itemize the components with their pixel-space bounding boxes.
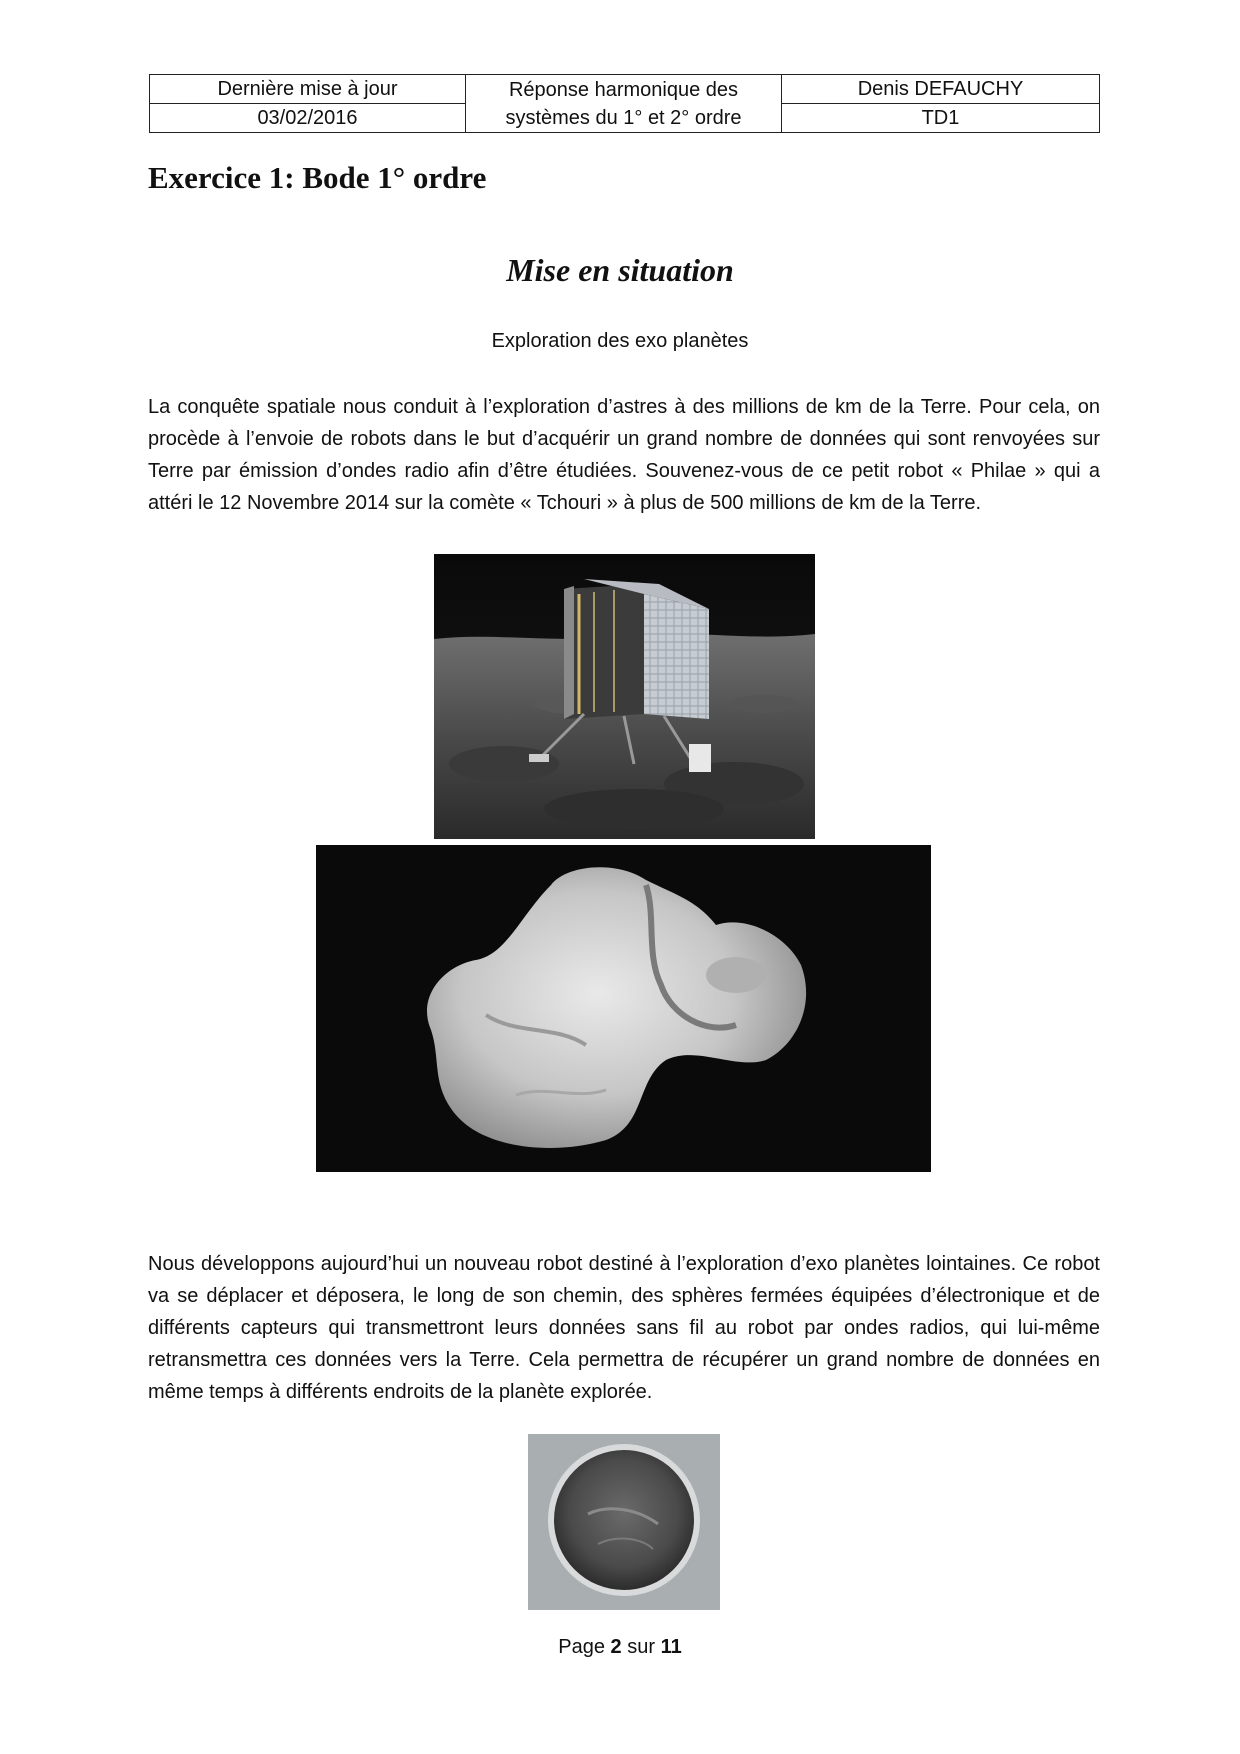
page-footer [0,1636,1240,1659]
footer-prefix: Page [558,1636,605,1658]
course-title-line2: systèmes du 1° et 2° ordre [505,106,742,129]
robot-paragraph: Nous développons aujourd’hui un nouveau robot destiné à l’exploration d’exo planètes lointaines. Ce robot va se déplacer et déposera, le long de son chemin, des sphères fermées équipées d’électronique et de différents capteurs qui transmettront leurs données sans fil au robot par ondes radios, qui lui-même retransmettra ces données vers la Terre. Cela permettra de récupérer un grand nombre de données en même temps à différents endroits de la planète explorée. [148,1253,1100,1403]
footer-middle: sur [627,1636,656,1658]
update-date: 03/02/2016 [150,104,466,133]
philae-lander-photo [434,554,815,839]
exercise-title: Exercice 1: Bode 1° ordre [148,160,487,195]
author-name: Denis DEFAUCHY [782,75,1100,104]
comet-photo [316,845,931,1172]
course-title [466,75,782,133]
doc-code: TD1 [782,104,1100,133]
sensor-sphere-photo [528,1434,720,1610]
footer-current-page: 2 [610,1636,622,1658]
section-title: Mise en situation [506,252,734,288]
course-title-line1: Réponse harmonique des [508,78,739,101]
last-update-label: Dernière mise à jour [150,75,466,104]
intro-paragraph: La conquête spatiale nous conduit à l’exploration d’astres à des millions de km de la Terre. Pour cela, on procède à l’envoie de robots dans le but d’acquérir un grand nombre de données qui sont renvoyées sur Terre par émission d’ondes radio afin d’être étudiées. Souvenez-vous de ce petit robot « Philae » qui a attéri le 12 Novembre 2014 sur la comète « Tchouri » à plus de 500 millions de km de la Terre. [148,396,1100,514]
header-table [149,74,1100,133]
subtitle: Exploration des exo planètes [491,330,749,352]
footer-total-pages: 11 [660,1636,682,1658]
